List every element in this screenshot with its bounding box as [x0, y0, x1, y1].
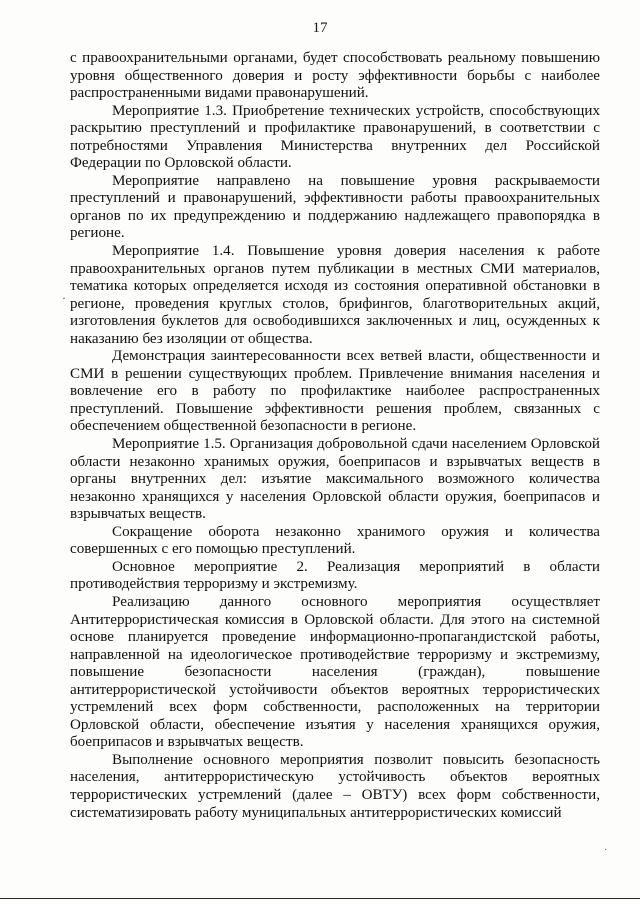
paragraph: с правоохранительными органами, будет способствовать реальному повышению уровня общественного доверия и росту эффективности борьбы с наиболее распространенными видами правонарушений. — [70, 50, 600, 102]
scan-speck-mark: · — [604, 845, 608, 856]
paragraph: Демонстрация заинтересованности всех ветвей власти, общественности и СМИ в решении существующих проблем. Привлечение внимания населения и вовлечение его в работу по профилактике наиболее распространенных преступлений. Повышение эффективности решения проблем, связанных с обеспечением общественной безопасности в регионе. — [70, 348, 600, 435]
paragraph: Мероприятие направлено на повышение уровня раскрываемости преступлений и правонарушений, эффективности работы правоохранительных органов по их предупреждению и поддержанию надлежащего правопорядка в регионе. — [70, 172, 600, 242]
scan-dot-mark: · — [62, 291, 66, 305]
paragraph: Реализацию данного основного мероприятия осуществляет Антитеррористическая комиссия в Орловской области. Для этого на системной основе планируется проведение информационно-пропагандистской работы, направленной на идеологическое противодействие терроризму и экстремизму, повышение безопасности населения (граждан), повышение антитеррористической устойчивости объектов вероятных террористических устремлений всех форм собственности, расположенных на территории Орловской области, обеспечение изъятия у населения хранящихся оружия, боеприпасов и взрывчатых веществ. — [70, 593, 600, 751]
paragraph: Мероприятие 1.5. Организация добровольной сдачи населением Орловской области незаконно хранимых оружия, боеприпасов и взрывчатых веществ в органы внутренних дел: изъятие максимального возможного количества незаконно хранящихся у населения Орловской области оружия, боеприпасов и взрывчатых веществ. — [70, 436, 600, 523]
document-body — [70, 50, 600, 822]
paragraph: Мероприятие 1.4. Повышение уровня доверия населения к работе правоохранительных органов путем публикации в местных СМИ материалов, тематика которых определяется исходя из состояния оперативной обстановки в регионе, проведения круглых столов, брифингов, благотворительных акций, изготовления буклетов для освободившихся заключенных и лиц, осужденных к наказанию без изоляции от общества. — [70, 243, 600, 347]
paragraph: Основное мероприятие 2. Реализация мероприятий в области противодействия терроризму и экстремизму. — [70, 558, 600, 593]
page-number: 17 — [312, 20, 328, 36]
paragraph: Выполнение основного мероприятия позволит повысить безопасность населения, антитеррористическую устойчивость объектов вероятных террористических устремлений (далее – ОВТУ) всех форм собственности, систематизировать работу муниципальных антитеррористических комиссий — [70, 751, 600, 821]
page-bottom-edge — [0, 898, 640, 899]
paragraph: Сокращение оборота незаконно хранимого оружия и количества совершенных с его помощью преступлений. — [70, 523, 600, 558]
paragraph: Мероприятие 1.3. Приобретение технических устройств, способствующих раскрытию преступлений и профилактике правонарушений, в соответствии с потребностями Управления Министерства внутренних дел Российской Федерации по Орловской области. — [70, 102, 600, 172]
